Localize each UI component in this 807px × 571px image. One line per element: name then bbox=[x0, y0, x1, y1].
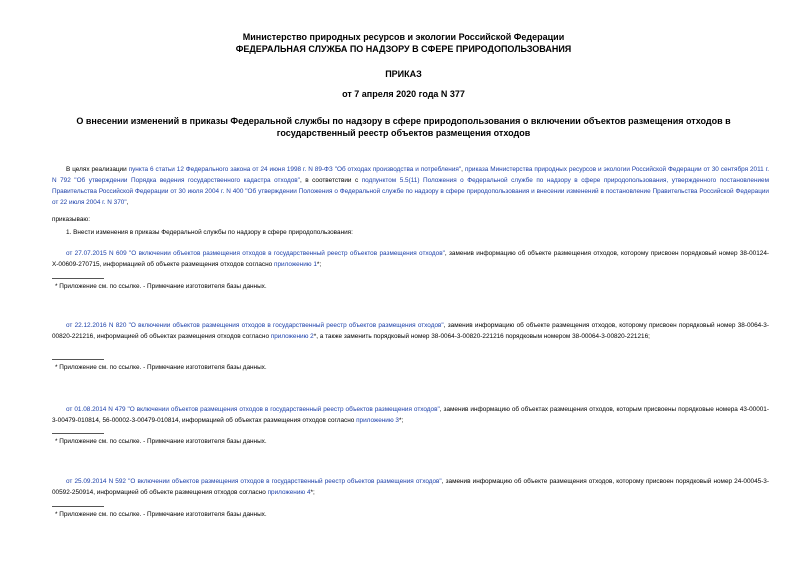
preamble-text: , bbox=[126, 199, 129, 206]
order-link[interactable]: от 27.07.2015 N 609 "О включении объектов размещения отходов в государственный реестр объектов размещения отходов" bbox=[66, 250, 445, 257]
amendment-tail: *; bbox=[316, 261, 322, 268]
law-link[interactable]: пункта 6 статьи 12 Федерального закона от 24 июня 1998 г. N 89-ФЗ "Об отходах производства и потребления" bbox=[128, 166, 462, 173]
footnote: * Приложение см. по ссылке. - Примечание изготовителя базы данных. bbox=[55, 283, 267, 290]
preamble-paragraph bbox=[52, 164, 769, 208]
amendment-text: , заменив информацию об объектах размещения отходов, которым присвоены порядковые номера 43-00001-3-00479-010814, 56-00002-3-00479-010814, информацией об объектах размещения отходов согласно bbox=[52, 406, 769, 424]
amendment-text: , заменив информацию об объекте размещения отходов, которому присвоен порядковый номер 38-00124-Х-00609-270715, информацией об объекте размещения отходов согласно bbox=[52, 250, 770, 268]
footnote-divider bbox=[52, 278, 104, 279]
amendment-item bbox=[52, 248, 769, 270]
service-name: ФЕДЕРАЛЬНАЯ СЛУЖБА ПО НАДЗОРУ В СФЕРЕ ПРИРОДОПОЛЬЗОВАНИЯ bbox=[235, 44, 572, 54]
footnote-divider bbox=[52, 433, 104, 434]
footnote: * Приложение см. по ссылке. - Примечание изготовителя базы данных. bbox=[55, 364, 267, 371]
regulation-link[interactable]: подпунктом 5.5(11) Положения о Федеральной службе по надзору в сфере природопользования, утвержденного постановлением Правительства Российской Федерации от 30 июля 2004 г. N 400 "Об утверждении Положения о Федеральной службе по надзору в сфере природопользования и внесении изменений в постановление Правительства Российской Федерации от 22 июля 2004 г. N 370" bbox=[52, 177, 770, 206]
preamble-text: В целях реализации bbox=[66, 166, 129, 173]
ministry-name: Министерство природных ресурсов и экологии Российской Федерации bbox=[242, 32, 565, 42]
item-1: 1. Внести изменения в приказы Федеральной службы по надзору в сфере природопользования: bbox=[66, 229, 353, 236]
appendix-link[interactable]: приложению 1 bbox=[273, 261, 317, 268]
footnote: * Приложение см. по ссылке. - Примечание изготовителя базы данных. bbox=[55, 438, 267, 445]
orders-label: приказываю: bbox=[52, 216, 90, 223]
preamble-text: , в соответствии с bbox=[299, 177, 362, 184]
amendment-item bbox=[52, 476, 769, 498]
footnote-divider bbox=[52, 506, 104, 507]
amendment-text: , заменив информацию об объекте размещения отходов, которому присвоен порядковый номер 24-00045-3-00592-250914, информацией об объекте размещения отходов согласно bbox=[52, 478, 769, 496]
appendix-link[interactable]: приложению 4 bbox=[267, 489, 311, 496]
order-link[interactable]: от 22.12.2016 N 820 "О включении объектов размещения отходов в государственный реестр объектов размещения отходов" bbox=[66, 322, 444, 329]
amendment-item bbox=[52, 404, 769, 426]
order-link[interactable]: от 25.09.2014 N 592 "О включении объектов размещения отходов в государственный реестр объектов размещения отходов" bbox=[66, 478, 442, 485]
document-type: ПРИКАЗ bbox=[385, 69, 422, 79]
amendment-item bbox=[52, 320, 769, 342]
amendment-tail: *; bbox=[398, 417, 404, 424]
amendment-tail: *, а также заменить порядковый номер 38-0064-3-00820-221216 порядковым номером 38-00064-3-00820-221216; bbox=[313, 333, 650, 340]
footnote-divider bbox=[52, 359, 104, 360]
preamble-text: , bbox=[461, 166, 465, 173]
footnote: * Приложение см. по ссылке. - Примечание изготовителя базы данных. bbox=[55, 511, 267, 518]
appendix-link[interactable]: приложению 3 bbox=[356, 417, 399, 424]
document-date: от 7 апреля 2020 года N 377 bbox=[342, 89, 465, 99]
amendment-text: , заменив информацию об объекте размещения отходов, которому присвоен порядковый номер 38-0064-3-00820-221216, информацией об объектах размещения отходов согласно bbox=[52, 322, 769, 340]
amendment-tail: *; bbox=[310, 489, 315, 496]
document-title: О внесении изменений в приказы Федеральной службы по надзору в сфере природопользования о включении объектов размещения отходов в государственный реестр объектов размещения отходов bbox=[76, 116, 731, 138]
appendix-link[interactable]: приложению 2 bbox=[270, 333, 314, 340]
order-link[interactable]: от 01.08.2014 N 479 "О включении объектов размещения отходов в государственный реестр объектов размещения отходов" bbox=[66, 406, 440, 413]
ministry-order-link[interactable]: приказа Министерства природных ресурсов и экологии Российской Федерации от 30 сентября 2011 г. N 792 "Об утверждении Порядка ведения государственного кадастра отходов" bbox=[52, 166, 769, 184]
